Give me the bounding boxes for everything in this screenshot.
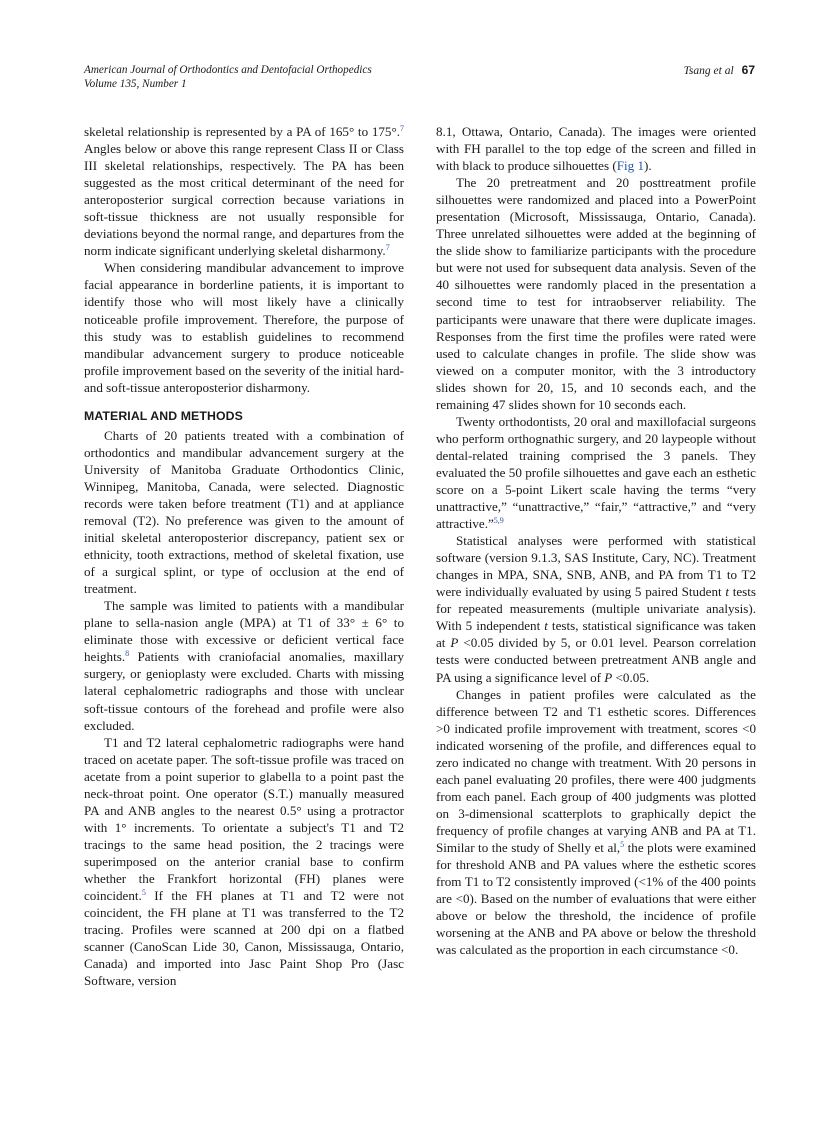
paragraph: The 20 pretreatment and 20 posttreatment profile silhouettes were randomized and placed into a PowerPoint presentation (Microsoft, Mississauga, Ontario, Canada). Three unrelated silhouettes were added at the beginning of the slide show to familiarize participants with the procedure but were not used for subsequent data analysis. Seven of the 40 silhouettes were randomly placed in the presentation a second time to test for intraobserver reliability. The participants were unaware that there were duplicate images. Responses from the first time the profiles were rated were used to calculate changes in profile. The slide show was viewed on a computer monitor, with the 3 introductory slides shown for 20, 15, and 10 seconds each, and the remaining 47 slides shown for 10 seconds each. [436,175,756,412]
author-page [684,63,755,78]
right-column [436,123,756,958]
page-number: 67 [741,63,755,77]
citation-link[interactable]: 5 [141,888,146,898]
paragraph: The sample was limited to patients with a mandibular plane to sella-nasion angle (MPA) at T1 of 33° ± 6° to eliminate those with excessive or deficient vertical face heights.$^8$ Patients with craniofacial anomalies, maxillary surgery, or genioplasty were excluded. Charts with missing lateral cephalometric radiographs and those with unclear soft-tissue contours of the forehead and profile were also excluded. [84,598,404,733]
journal-volume: Volume 135, Number 1 [84,78,187,90]
paragraph: Twenty orthodontists, 20 oral and maxillofacial surgeons who perform orthognathic surgery, and 20 laypeople without dental-related training comprised the 3 panels. They evaluated the 50 profile silhouettes and gave each an esthetic score on a 5-point Likert scale having the terms “very unattractive,” “unattractive,” “fair,” “attractive,” and “very attractive.”$^{5,9}$ [436,413,756,532]
section-heading: MATERIAL AND METHODS [84,408,243,423]
journal-title: American Journal of Orthodontics and Dentofacial Orthopedics [84,64,372,76]
paragraph: When considering mandibular advancement to improve facial appearance in borderline patients, it is important to identify those who will most likely have a clinically noticeable profile improvement. Therefore, the purpose of this study was to establish guidelines to recommend mandibular advancement surgery to produce noticeable profile improvement based on the severity of the initial hard- and soft-tissue anteroposterior disharmony. [84,260,404,395]
citation-link[interactable]: 5 [620,839,625,849]
running-authors: Tsang et al [683,65,734,77]
paragraph: Statistical analyses were performed with statistical software (version 9.1.3, SAS Institute, Cary, NC). Treatment changes in MPA, SNA, SNB, ANB, and PA from T1 to T2 were individually evaluated by using 5 paired Student t tests for repeated measurements (multiple univariate analysis). With 5 independent t tests, statistical significance was taken at P <0.05 divided by 5, or 0.01 level. Pearson correlation tests were conducted between pretreatment ANB angle and PA using a significance level of P <0.05. [436,533,756,685]
citation-link[interactable]: 5,9 [493,516,504,526]
figure-link[interactable]: Fig 1 [616,158,645,174]
journal-info [84,63,372,91]
paragraph: skeletal relationship is represented by a PA of 165° to 175°.$^7$ Angles below or above this range represent Class II or Class III skeletal relationships, respectively. The PA has been suggested as the most critical determinant of the need for anteroposterior surgical correction because variations in soft-tissue thickness are not usually responsible for deviations beyond the normal range, and departures from the norm indicate significant underlying skeletal disharmony.$^7$ [84,124,404,259]
citation-link[interactable]: 7 [400,124,404,133]
citation-link[interactable]: 7 [385,243,390,253]
left-column [84,123,404,989]
paragraph: Changes in patient profiles were calculated as the difference between T2 and T1 esthetic scores. Differences >0 indicated profile improvement with treatment, scores <0 indicated worsening of the profile, and differences equal to zero indicated no change with treatment. With 20 persons in each panel evaluating 20 profiles, there were 400 judgments from each panel. Each group of 400 judgments was plotted on 3-dimensional scatterplots to graphically depict the frequency of profile changes at varying ANB and PA at T1. Similar to the study of Shelly et al,$^5$ the plots were examined for threshold ANB and PA values where the esthetic scores from T1 to T2 consistently improved (<1% of the 400 points are <0). Based on the number of evaluations that were either above or below the threshold, the incidence of profile worsening at the ANB and PA above or below the threshold was calculated as the proportion in each circumstance <0. [436,686,756,958]
paragraph: 8.1, Ottawa, Ontario, Canada). The images were oriented with FH parallel to the top edge of the screen and filled in with black to produce silhouettes (Fig 1). [436,124,756,174]
citation-link[interactable]: 8 [125,649,130,659]
paragraph: Charts of 20 patients treated with a combination of orthodontics and mandibular advancement surgery at the University of Manitoba Graduate Orthodontics Clinic, Winnipeg, Manitoba, Canada, were selected. Diagnostic records were taken before treatment (T1) and at appliance removal (T2). No preference was given to the amount of initial skeletal anteroposterior discrepancy, patient sex or ethnicity, tooth extractions, method of skeletal fixation, use of a surgical splint, or type of occlusion at the end of treatment. [84,427,404,597]
paragraph: T1 and T2 lateral cephalometric radiographs were hand traced on acetate paper. The soft-tissue profile was traced on acetate from a point superior to glabella to a point past the neck-throat point. One operator (S.T.) manually measured PA and ANB angles to the nearest 0.5° using a protractor with 1° increments. To orientate a subject's T1 and T2 tracings to the same head position, the 2 tracings were superimposed on the anterior cranial base to confirm whether the Frankfort horizontal (FH) planes were coincident.$^5$ If the FH planes at T1 and T2 were not coincident, the FH plane at T1 was transferred to the T2 tracing. Profiles were scanned at 200 dpi on a flatbed scanner (CanoScan Lide 30, Canon, Mississauga, Ontario, Canada) and imported into Jasc Paint Shop Pro (Jasc Software, version [84,734,404,989]
